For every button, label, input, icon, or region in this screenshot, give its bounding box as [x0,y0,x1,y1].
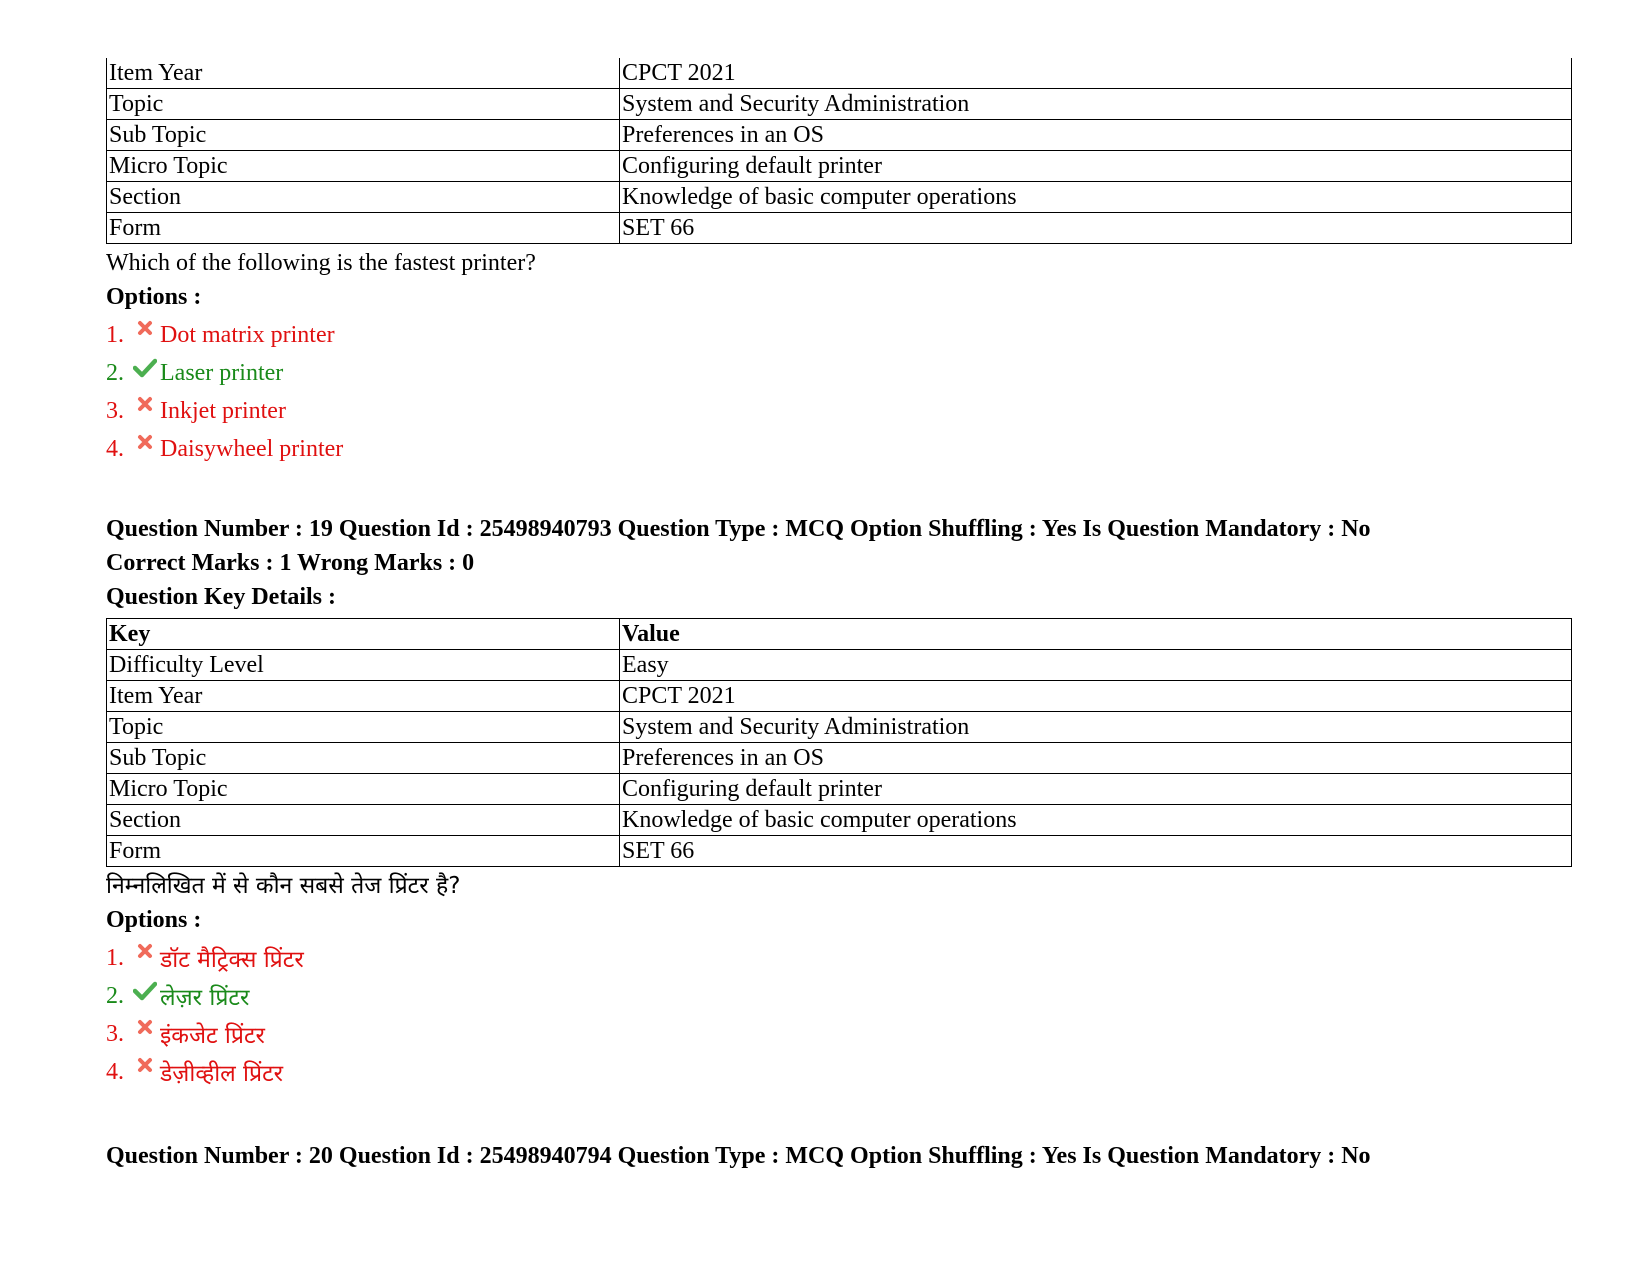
key-cell: Section [107,805,620,836]
column-header-value: Value [620,619,1572,650]
key-cell: Form [107,836,620,867]
option-item [106,1015,1576,1053]
value-cell: Easy [620,650,1572,681]
key-cell: Section [107,182,620,213]
column-header-key: Key [107,619,620,650]
option-item [106,977,1576,1015]
value-cell: Configuring default printer [620,774,1572,805]
value-cell: Preferences in an OS [620,120,1572,151]
value-cell: Preferences in an OS [620,743,1572,774]
table-row [107,213,1572,244]
value-cell: SET 66 [620,213,1572,244]
value-cell: System and Security Administration [620,712,1572,743]
table-row [107,712,1572,743]
option-number: 4. [106,1058,124,1085]
table-row [107,743,1572,774]
document-page [106,58,1576,1171]
option-item [106,392,1576,430]
check-mark-icon [130,981,160,1011]
value-cell: Configuring default printer [620,151,1572,182]
option-item [106,316,1576,354]
key-cell: Sub Topic [107,120,620,151]
option-number: 2. [106,359,124,386]
cross-mark-icon [130,1019,160,1049]
key-cell: Micro Topic [107,151,620,182]
table-row [107,774,1572,805]
option-text: Dot matrix printer [160,321,335,348]
question-header-q19: Question Number : 19 Question Id : 25498940793 Question Type : MCQ Option Shuffling : Yes Is Question Mandatory : No [106,516,1371,542]
option-text: डेज़ीव्हील प्रिंटर [160,1061,284,1087]
cross-mark-icon [130,943,160,973]
key-details-table-q18 [106,58,1572,244]
option-number: 1. [106,944,124,971]
value-cell: SET 66 [620,836,1572,867]
key-cell: Item Year [107,58,620,89]
table-row [107,805,1572,836]
option-text: इंकजेट प्रिंटर [160,1023,265,1049]
option-item [106,354,1576,392]
table-row [107,650,1572,681]
option-number: 4. [106,435,124,462]
table-row [107,836,1572,867]
option-number: 3. [106,1020,124,1047]
key-details-table-q19 [106,618,1572,867]
options-list-q19-hi [106,939,1576,1091]
table-header-row [107,619,1572,650]
table-row [107,182,1572,213]
key-cell: Item Year [107,681,620,712]
option-item [106,939,1576,977]
value-cell: CPCT 2021 [620,58,1572,89]
table-row [107,120,1572,151]
value-cell: Knowledge of basic computer operations [620,805,1572,836]
table-row [107,151,1572,182]
check-mark-icon [130,358,160,388]
options-label: Options : [106,284,202,310]
option-item [106,430,1576,468]
table-row [107,89,1572,120]
cross-mark-icon [130,396,160,426]
question-text-q18-en: Which of the following is the fastest printer? [106,250,536,276]
cross-mark-icon [130,320,160,350]
key-details-label-q19: Question Key Details : [106,584,336,610]
key-cell: Micro Topic [107,774,620,805]
table-row [107,58,1572,89]
option-text: Inkjet printer [160,397,286,424]
value-cell: CPCT 2021 [620,681,1572,712]
key-cell: Topic [107,89,620,120]
option-text: डॉट मैट्रिक्स प्रिंटर [160,947,304,973]
table-row [107,681,1572,712]
value-cell: Knowledge of basic computer operations [620,182,1572,213]
options-label: Options : [106,907,202,933]
cross-mark-icon [130,434,160,464]
option-number: 1. [106,321,124,348]
option-item [106,1053,1576,1091]
option-text: Daisywheel printer [160,435,344,462]
value-cell: System and Security Administration [620,89,1572,120]
option-number: 2. [106,982,124,1009]
cross-mark-icon [130,1057,160,1087]
key-cell: Sub Topic [107,743,620,774]
question-text-q19-hi: निम्नलिखित में से कौन सबसे तेज प्रिंटर है? [106,873,461,899]
key-cell: Topic [107,712,620,743]
key-cell: Form [107,213,620,244]
options-list-q18-en [106,316,1576,468]
option-text: लेज़र प्रिंटर [160,985,250,1011]
key-cell: Difficulty Level [107,650,620,681]
option-number: 3. [106,397,124,424]
option-text: Laser printer [160,359,284,386]
marks-line-q19: Correct Marks : 1 Wrong Marks : 0 [106,550,475,576]
question-header-q20: Question Number : 20 Question Id : 25498940794 Question Type : MCQ Option Shuffling : Yes Is Question Mandatory : No [106,1143,1371,1169]
